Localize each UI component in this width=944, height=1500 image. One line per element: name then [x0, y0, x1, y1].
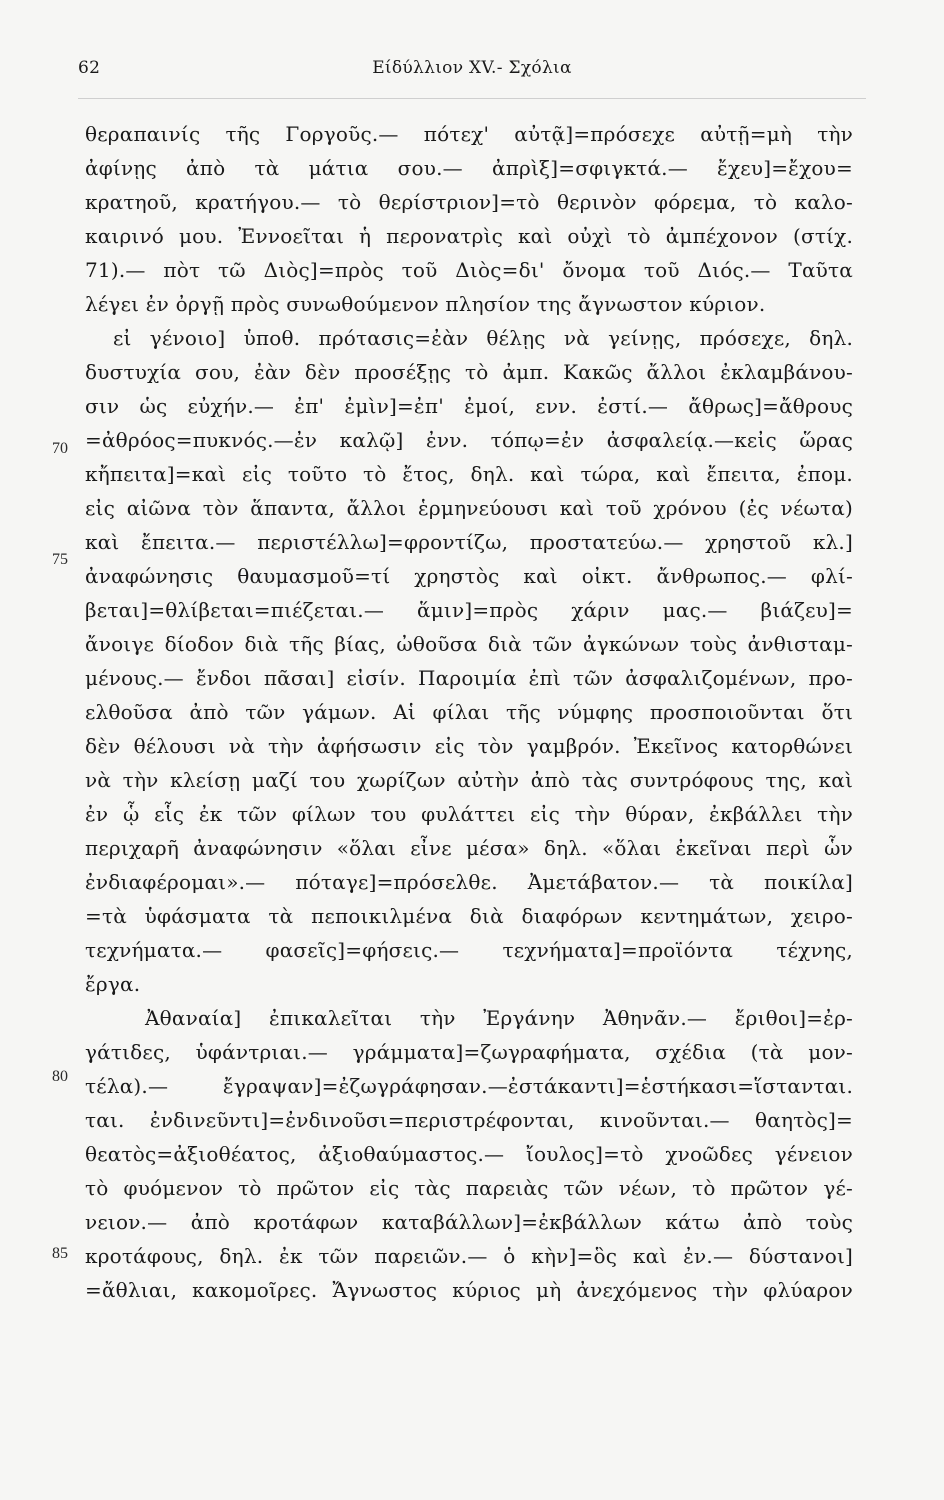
text-line: ἐνδιαφέρομαι».— πόταγε]=πρόσελθε. Ἀμετάβατον.— τὰ ποικίλα]	[85, 870, 853, 894]
text-line: εἰ γένοιο] ὑποθ. πρότασις=ἐὰν θέλῃς νὰ γείνῃς, πρόσεχε, δηλ.	[113, 326, 853, 350]
text-line: Ἀθαναία] ἐπικαλεῖται τὴν Ἐργάνην Ἀθηνᾶν.— ἔριθοι]=ἐρ-	[145, 1006, 853, 1030]
commentary-text	[85, 117, 853, 1307]
running-title: Είδύλλιον XV.- Σχόλια	[372, 58, 572, 78]
text-line: τέλα).— ἔγραψαν]=ἐζωγράφησαν.—ἐστάκαντι]=ἑστήκασι=ἵστανται.	[85, 1074, 853, 1098]
text-line: μένους.— ἔνδοι πᾶσαι] εἰσίν. Παροιμία ἐπὶ τῶν ἀσφαλιζομένων, προ-	[85, 666, 853, 690]
text-line: ἔργα.	[85, 972, 141, 996]
text-line: σιν ὡς εὐχήν.— ἐπ' ἐμὶν]=ἐπ' ἐμοί, ενν. ἐστί.— ἄθρως]=ἄθρους	[85, 394, 853, 418]
text-line: θεατὸς=ἀξιοθέατος, ἀξιοθαύμαστος.— ἴουλος]=τὸ χνοῶδες γένειον	[85, 1142, 853, 1166]
text-line: ἐν ᾧ εἷς ἐκ τῶν φίλων του φυλάττει εἰς τὴν θύραν, ἐκβάλλει τὴν	[85, 802, 853, 826]
line-number-70: 70	[52, 440, 68, 457]
line-number-85: 85	[52, 1245, 68, 1262]
text-line: κρατηοῦ, κρατήγου.— τὸ θερίστριον]=τὸ θερινὸν φόρεμα, τὸ καλο-	[85, 190, 853, 214]
text-line: ἀναφώνησις θαυμασμοῦ=τί χρηστὸς καὶ οἰκτ. ἄνθρωπος.— φλί-	[85, 564, 853, 588]
line-number-80: 80	[52, 1068, 68, 1085]
text-line: κροτάφους, δηλ. ἐκ τῶν παρειῶν.— ὁ κὴν]=ὃς καὶ ἐν.— δύστανοι]	[85, 1244, 853, 1268]
text-line: =ἄθλιαι, κακομοῖρες. Ἄγνωστος κύριος μὴ ἀνεχόμενος τὴν φλύαρον	[85, 1278, 853, 1302]
text-line: νειον.— ἀπὸ κροτάφων καταβάλλων]=ἐκβάλλων κάτω ἀπὸ τοὺς	[85, 1210, 853, 1234]
text-line: νὰ τὴν κλείσῃ μαζί του χωρίζων αὐτὴν ἀπὸ τὰς συντρόφους της, καὶ	[85, 768, 853, 792]
header-rule	[78, 98, 866, 99]
text-line: ἄνοιγε δίοδον διὰ τῆς βίας, ὠθοῦσα διὰ τῶν ἀγκώνων τοὺς ἀνθισταμ-	[85, 632, 853, 656]
text-line: ελθοῦσα ἀπὸ τῶν γάμων. Αἱ φίλαι τῆς νύμφης προσποιοῦνται ὅτι	[85, 700, 853, 724]
text-line: περιχαρῆ ἀναφώνησιν «ὅλαι εἶνε μέσα» δηλ. «ὅλαι ἐκεῖναι περὶ ὧν	[85, 836, 853, 860]
text-line: γάτιδες, ὑφάντριαι.— γράμματα]=ζωγραφήματα, σχέδια (τὰ μον-	[85, 1040, 853, 1064]
text-line: δυστυχία σου, ἐὰν δὲν προσέξῃς τὸ ἀμπ. Κακῶς ἄλλοι ἐκλαμβάνου-	[85, 360, 853, 384]
text-line: κἤπειτα]=καὶ εἰς τοῦτο τὸ ἔτος, δηλ. καὶ τώρα, καὶ ἔπειτα, ἐπομ.	[85, 462, 853, 486]
text-line: βεται]=θλίβεται=πιέζεται.— ἅμιν]=πρὸς χάριν μας.— βιάζευ]=	[85, 598, 853, 622]
text-line: δὲν θέλουσι νὰ τὴν ἀφήσωσιν εἰς τὸν γαμβρόν. Ἐκεῖνος κατορθώνει	[85, 734, 853, 758]
text-line: τεχνήματα.— φασεῖς]=φήσεις.— τεχνήματα]=προϊόντα τέχνης,	[85, 938, 853, 962]
text-line: 71).— πὸτ τῶ Διὸς]=πρὸς τοῦ Διὸς=δι' ὄνομα τοῦ Διός.— Ταῦτα	[85, 258, 853, 282]
text-line: καιρινό μου. Ἐννοεῖται ἡ περονατρὶς καὶ οὐχὶ τὸ ἀμπέχονον (στίχ.	[85, 224, 853, 248]
text-line: εἰς αἰῶνα τὸν ἅπαντα, ἄλλοι ἑρμηνεύουσι καὶ τοῦ χρόνου (ἐς νέωτα)	[85, 496, 853, 520]
text-line: καὶ ἔπειτα.— περιστέλλω]=φροντίζω, προστατεύω.— χρηστοῦ κλ.]	[85, 530, 853, 554]
text-line: ἀφίνῃς ἀπὸ τὰ μάτια σου.— ἀπρὶξ]=σφιγκτά.— ἔχευ]=ἔχου=	[85, 156, 853, 180]
text-line: λέγει ἐν ὀργῇ πρὸς συνωθούμενον πλησίον της ἄγνωστον κύριον.	[85, 292, 766, 316]
text-line: =τὰ ὑφάσματα τὰ πεποικιλμένα διὰ διαφόρων κεντημάτων, χειρο-	[85, 904, 853, 928]
text-line: τὸ φυόμενον τὸ πρῶτον εἰς τὰς παρειὰς τῶν νέων, τὸ πρῶτον γέ-	[85, 1176, 853, 1200]
page-number: 62	[78, 58, 101, 78]
text-line: =ἀθρόος=πυκνός.—ἐν καλῷ] ἐνν. τόπῳ=ἐν ἀσφαλείᾳ.—κεἰς ὥρας	[85, 428, 853, 452]
page-header	[78, 58, 866, 88]
text-line: θεραπαινίς τῆς Γοργοῦς.— πότεχ' αὐτᾷ]=πρόσεχε αὐτῇ=μὴ τὴν	[85, 122, 853, 146]
text-line: ται. ἐνδινεῦντι]=ἐνδινοῦσι=περιστρέφονται, κινοῦνται.— θαητὸς]=	[85, 1108, 853, 1132]
line-number-75: 75	[52, 551, 68, 568]
